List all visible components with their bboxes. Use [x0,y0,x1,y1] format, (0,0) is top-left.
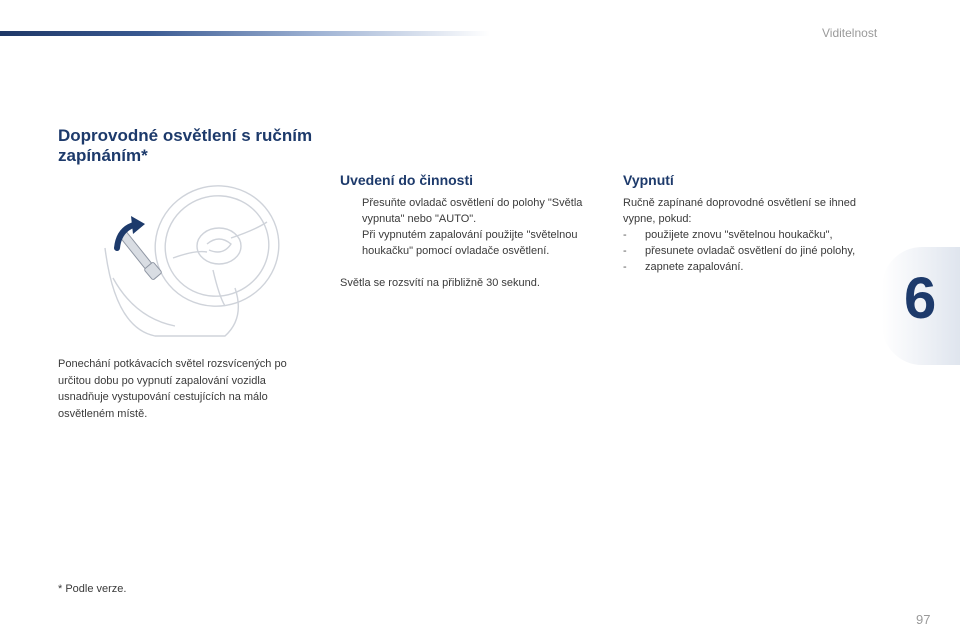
intro-paragraph: Ponechání potkávacích světel rozsvícených po určitou dobu po vypnutí zapalování vozidla usnadňuje vystupování cestujících na málo osvětleném místě. [58,358,287,420]
activation-steps [340,195,590,259]
footnote: * Podle verze. [58,583,127,595]
activation-note: Světla se rozsvítí na přibližně 30 sekund. [340,277,540,289]
list-item-text: přesunete ovladač osvětlení do jiné polohy, [645,245,856,257]
list-item-text: Při vypnutém zapalování použijte "světelnou houkačku" pomocí ovladače osvětlení. [362,229,578,257]
activation-heading: Uvedení do činnosti [340,172,474,188]
section-name: Viditelnost [822,26,878,40]
header-gradient-bar [0,31,490,36]
dash-bullet: - [623,229,627,241]
dash-bullet: - [623,261,627,273]
page-title: Doprovodné osvětlení s ručním zapínáním* [58,126,313,165]
list-item-text: použijete znovu "světelnou houkačku", [645,229,833,241]
deactivation-conditions [623,227,893,275]
list-item [340,195,590,227]
list-item-text: Přesuňte ovladač osvětlení do polohy "Světla vypnuta" nebo "AUTO". [362,197,583,225]
steering-wheel-lighting-stalk-icon [95,178,295,340]
list-item [623,227,893,243]
list-item [340,227,590,259]
deactivation-intro: Ručně zapínané doprovodné osvětlení se ihned vypne, pokud: [623,197,857,225]
list-item [623,243,893,259]
dash-bullet: - [623,245,627,257]
chapter-number: 6 [904,266,937,331]
page-number: 97 [916,612,931,627]
list-item-text: zapnete zapalování. [645,261,744,273]
list-item [623,259,893,275]
deactivation-heading: Vypnutí [623,172,674,188]
